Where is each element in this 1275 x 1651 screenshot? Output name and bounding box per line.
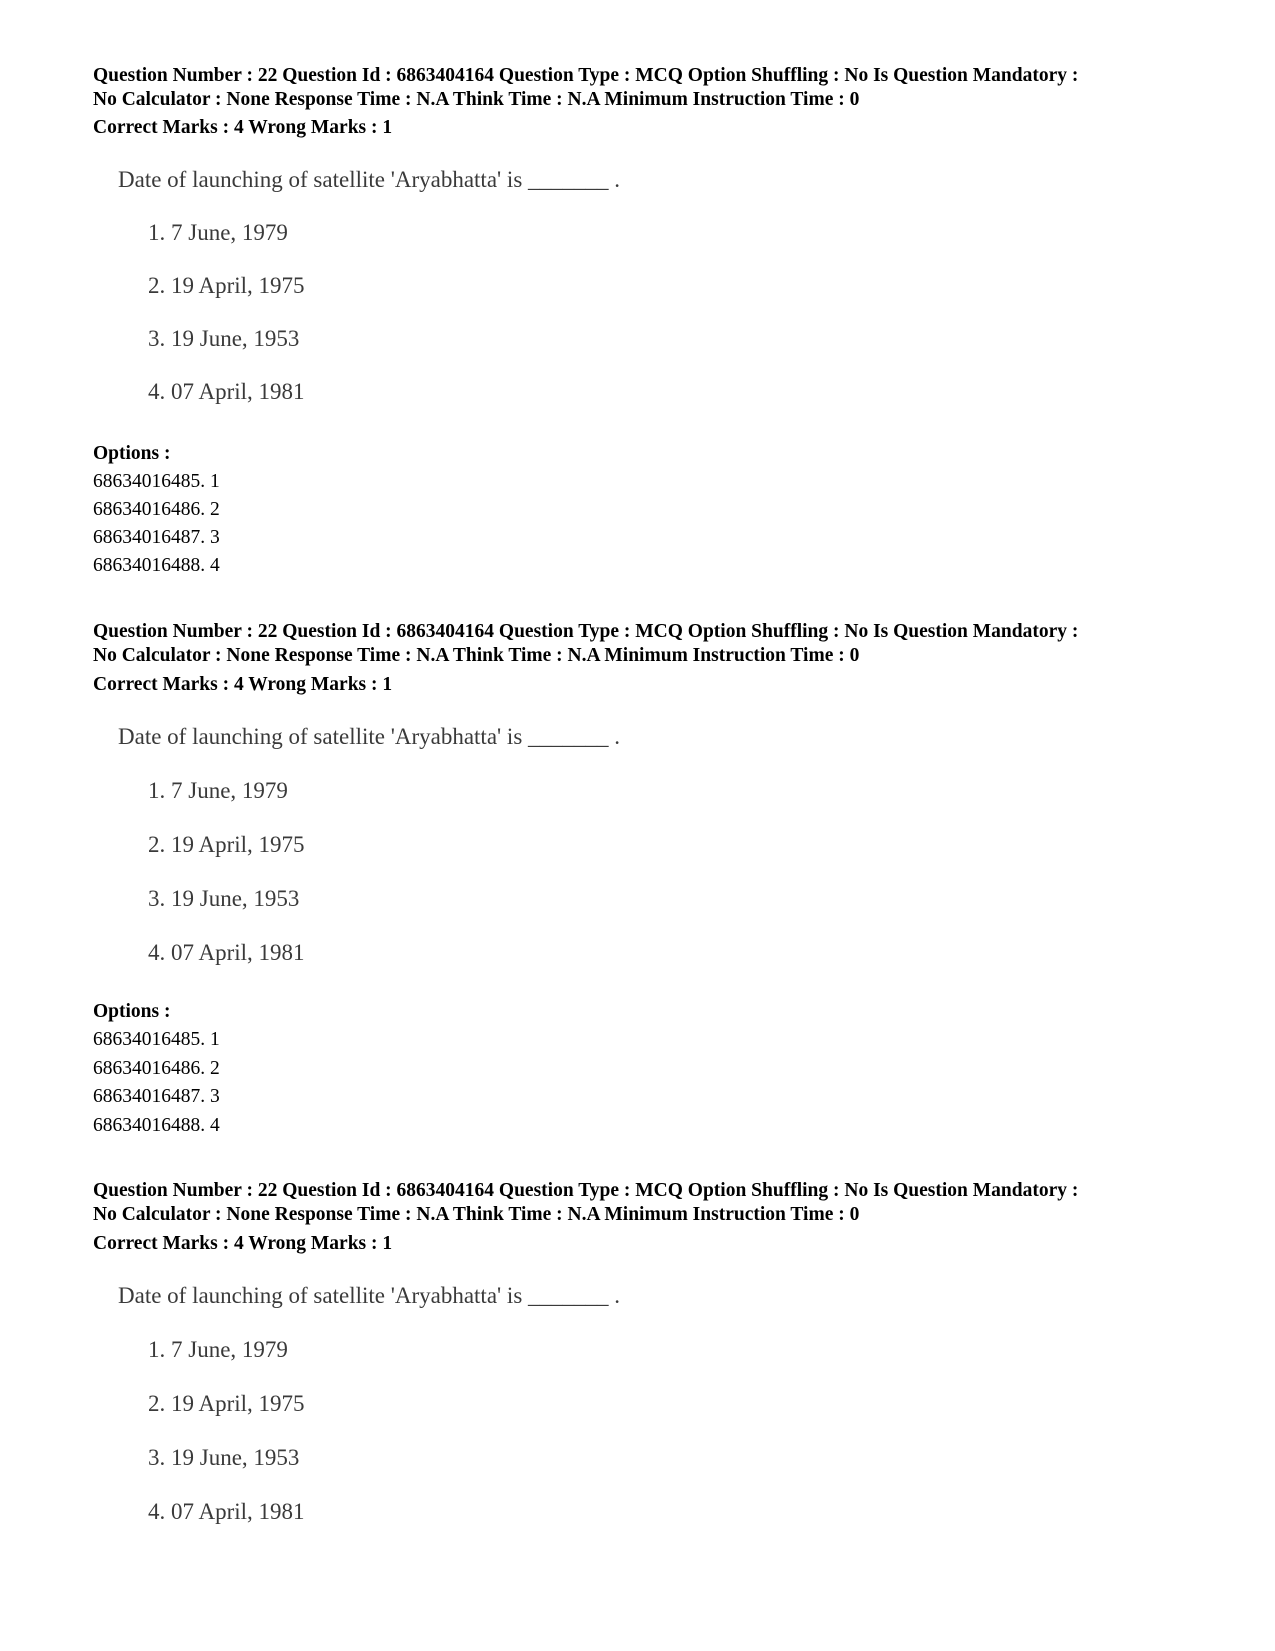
choice-1: 1. 7 June, 1979: [148, 778, 288, 803]
choice-1: 1. 7 June, 1979: [148, 220, 288, 245]
question-text: Date of launching of satellite 'Aryabhatta' is _______ .: [118, 167, 621, 192]
option-id-1: 68634016485. 1: [93, 1029, 220, 1050]
question-meta-line-1: Question Number : 22 Question Id : 6863404164 Question Type : MCQ Option Shuffling : No Is Question Mandatory :: [93, 65, 1079, 86]
question-meta-line-1: Question Number : 22 Question Id : 6863404164 Question Type : MCQ Option Shuffling : No Is Question Mandatory :: [93, 1180, 1079, 1201]
option-id-1: 68634016485. 1: [93, 471, 220, 492]
option-id-2: 68634016486. 2: [93, 499, 220, 520]
choice-2: 2. 19 April, 1975: [148, 273, 305, 298]
options-heading: Options :: [93, 1001, 171, 1022]
question-marks: Correct Marks : 4 Wrong Marks : 1: [93, 1233, 393, 1254]
option-id-2: 68634016486. 2: [93, 1058, 220, 1079]
question-marks: Correct Marks : 4 Wrong Marks : 1: [93, 117, 393, 138]
choice-3: 3. 19 June, 1953: [148, 886, 300, 911]
option-id-3: 68634016487. 3: [93, 527, 220, 548]
options-heading: Options :: [93, 443, 171, 464]
question-meta-line-2: No Calculator : None Response Time : N.A Think Time : N.A Minimum Instruction Time : 0: [93, 645, 860, 666]
choice-3: 3. 19 June, 1953: [148, 1445, 300, 1470]
choice-4: 4. 07 April, 1981: [148, 1499, 305, 1524]
question-meta-line-1: Question Number : 22 Question Id : 6863404164 Question Type : MCQ Option Shuffling : No Is Question Mandatory :: [93, 621, 1079, 642]
choice-3: 3. 19 June, 1953: [148, 326, 300, 351]
choice-2: 2. 19 April, 1975: [148, 832, 305, 857]
choice-2: 2. 19 April, 1975: [148, 1391, 305, 1416]
question-text: Date of launching of satellite 'Aryabhatta' is _______ .: [118, 724, 621, 749]
question-text: Date of launching of satellite 'Aryabhatta' is _______ .: [118, 1283, 621, 1308]
question-meta-line-2: No Calculator : None Response Time : N.A Think Time : N.A Minimum Instruction Time : 0: [93, 1204, 860, 1225]
question-meta-line-2: No Calculator : None Response Time : N.A Think Time : N.A Minimum Instruction Time : 0: [93, 89, 860, 110]
option-id-3: 68634016487. 3: [93, 1086, 220, 1107]
option-id-4: 68634016488. 4: [93, 555, 220, 576]
option-id-4: 68634016488. 4: [93, 1115, 220, 1136]
choice-4: 4. 07 April, 1981: [148, 379, 305, 404]
choice-4: 4. 07 April, 1981: [148, 940, 305, 965]
choice-1: 1. 7 June, 1979: [148, 1337, 288, 1362]
question-marks: Correct Marks : 4 Wrong Marks : 1: [93, 674, 393, 695]
